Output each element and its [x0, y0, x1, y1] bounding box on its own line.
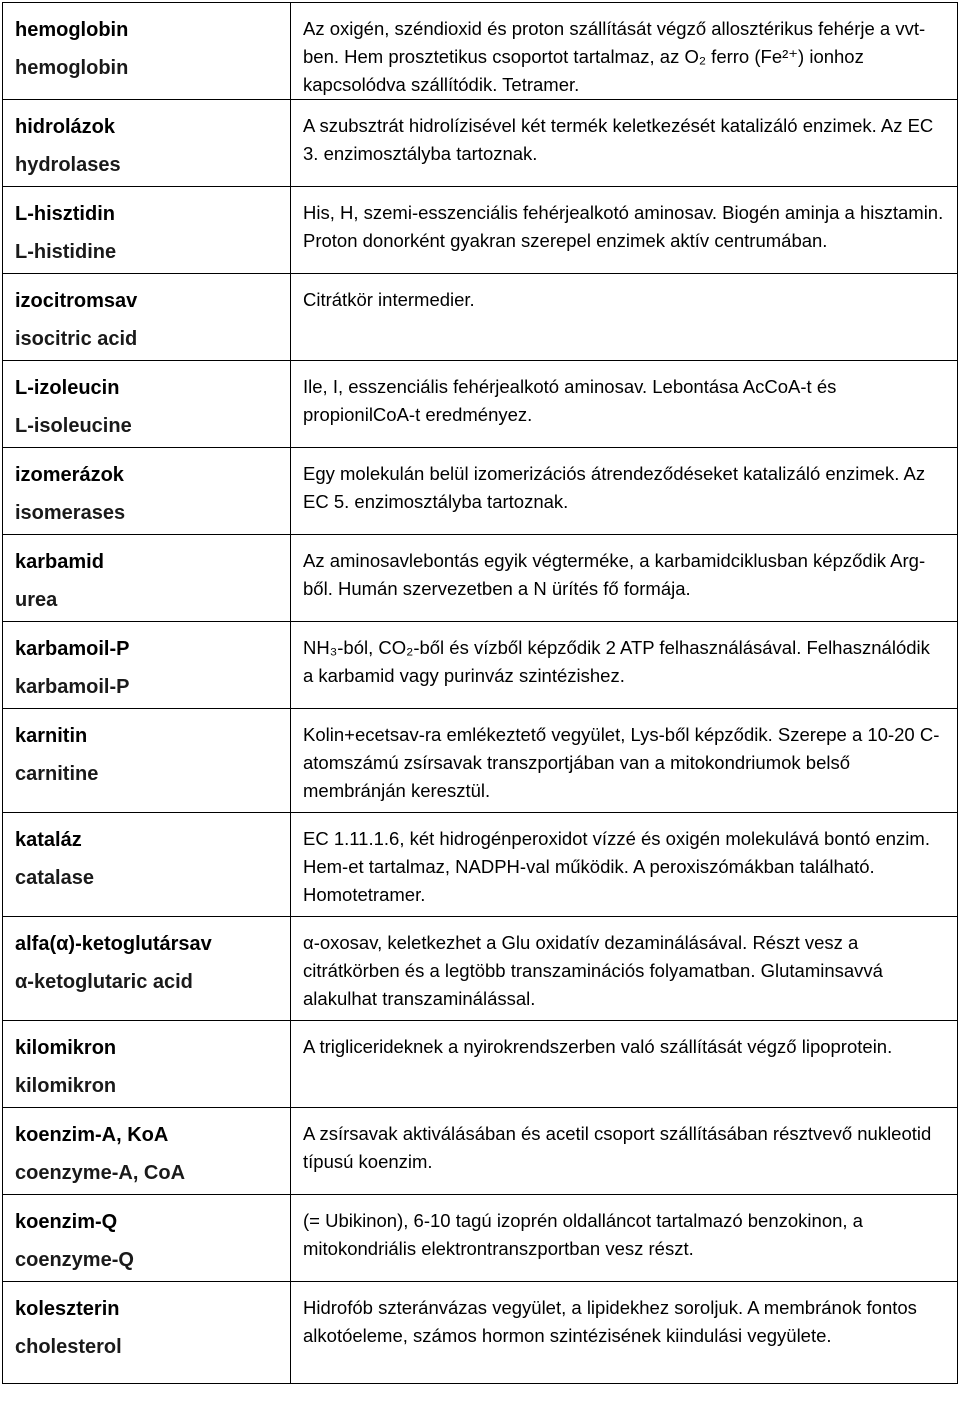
glossary-row [3, 622, 958, 709]
term-hungarian: koenzim-A, KoA [15, 1124, 169, 1146]
term-english: α-ketoglutaric acid [15, 971, 193, 993]
term-english: cholesterol [15, 1336, 122, 1358]
definition-cell [291, 3, 958, 100]
definition-cell [291, 1282, 958, 1384]
term-english: urea [15, 589, 58, 611]
term-cell [3, 622, 291, 709]
glossary-row [3, 917, 958, 1021]
definition-cell [291, 100, 958, 187]
term-english: carnitine [15, 763, 99, 785]
term-cell [3, 1021, 291, 1108]
term-hungarian: karbamoil-P [15, 638, 130, 660]
glossary-row [3, 709, 958, 813]
definition-cell [291, 535, 958, 622]
term-english: isocitric acid [15, 328, 138, 350]
term-cell [3, 100, 291, 187]
definition-text: Hidrofób szteránvázas vegyület, a lipidekhez soroljuk. A membránok fontos alkotóeleme, számos hormon szintézisének kiindulási vegyülete. [303, 1297, 917, 1346]
term-english: catalase [15, 867, 94, 889]
glossary-body [3, 3, 958, 1384]
term-cell [3, 1282, 291, 1384]
glossary-row [3, 3, 958, 100]
definition-text: A zsírsavak aktiválásában és acetil csoport szállításában résztvevő nukleotid típusú koenzim. [303, 1123, 932, 1172]
definition-cell [291, 448, 958, 535]
glossary-row [3, 813, 958, 917]
definition-cell [291, 709, 958, 813]
definition-text: (= Ubikinon), 6-10 tagú izoprén oldalláncot tartalmazó benzokinon, a mitokondriális elektrontranszportban vesz részt. [303, 1210, 863, 1259]
definition-text: α-oxosav, keletkezhet a Glu oxidatív dezaminálásával. Részt vesz a citrátkörben és a legtöbb transzaminációs folyamatban. Glutaminsavvá alakulhat transzaminálással. [303, 932, 883, 1009]
glossary-row [3, 448, 958, 535]
glossary-table [2, 2, 958, 1384]
term-cell [3, 3, 291, 100]
term-cell [3, 917, 291, 1021]
glossary-row [3, 361, 958, 448]
definition-cell [291, 274, 958, 361]
glossary-row [3, 274, 958, 361]
term-hungarian: alfa(α)-ketoglutársav [15, 933, 212, 955]
definition-text: Egy molekulán belül izomerizációs átrendeződéseket katalizáló enzimek. Az EC 5. enzimosztályba tartoznak. [303, 463, 926, 512]
term-hungarian: kataláz [15, 829, 82, 851]
term-hungarian: hidrolázok [15, 116, 116, 138]
term-cell [3, 709, 291, 813]
term-english: hemoglobin [15, 57, 129, 79]
term-hungarian: koleszterin [15, 1298, 120, 1320]
term-english: coenzyme-A, CoA [15, 1162, 186, 1184]
term-cell [3, 535, 291, 622]
glossary-row [3, 1021, 958, 1108]
definition-text: Citrátkör intermedier. [303, 289, 475, 310]
definition-text: A triglicerideknek a nyirokrendszerben való szállítását végző lipoprotein. [303, 1036, 893, 1057]
term-cell [3, 1195, 291, 1282]
term-cell [3, 448, 291, 535]
definition-text: Kolin+ecetsav-ra emlékeztető vegyület, Lys-ből képződik. Szerepe a 10-20 C-atomszámú zsírsavak transzportjában van a mitokondriumok belső membránján keresztül. [303, 724, 940, 801]
definition-text: NH₃-ból, CO₂-ből és vízből képződik 2 ATP felhasználásával. Felhasználódik a karbamid vagy purinváz szintézishez. [303, 637, 930, 686]
term-cell [3, 274, 291, 361]
term-english: hydrolases [15, 154, 121, 176]
term-hungarian: karnitin [15, 725, 88, 747]
definition-cell [291, 622, 958, 709]
term-hungarian: koenzim-Q [15, 1211, 118, 1233]
definition-cell [291, 361, 958, 448]
term-english: isomerases [15, 502, 126, 524]
definition-text: Az oxigén, széndioxid és proton szállítását végző allosztérikus fehérje a vvt-ben. Hem prosztetikus csoportot tartalmaz, az O₂ ferro (Fe²⁺) ionhoz kapcsolódva szállítódik. Tetramer. [303, 18, 926, 95]
glossary-row [3, 535, 958, 622]
glossary-row [3, 1282, 958, 1384]
term-hungarian: izocitromsav [15, 290, 138, 312]
term-cell [3, 187, 291, 274]
definition-text: His, H, szemi-esszenciális fehérjealkotó aminosav. Biogén aminja a hisztamin. Proton donorként gyakran szerepel enzimek aktív centrumában. [303, 202, 944, 251]
glossary-row [3, 1195, 958, 1282]
term-hungarian: izomerázok [15, 464, 124, 486]
term-hungarian: L-izoleucin [15, 377, 120, 399]
definition-text: A szubsztrát hidrolízisével két termék keletkezését katalizáló enzimek. Az EC 3. enzimosztályba tartoznak. [303, 115, 934, 164]
term-english: kilomikron [15, 1075, 117, 1097]
term-cell [3, 813, 291, 917]
definition-cell [291, 813, 958, 917]
term-hungarian: hemoglobin [15, 19, 129, 41]
definition-cell [291, 1021, 958, 1108]
term-english: L-histidine [15, 241, 117, 263]
term-cell [3, 1108, 291, 1195]
term-english: L-isoleucine [15, 415, 132, 437]
definition-cell [291, 1195, 958, 1282]
definition-cell [291, 917, 958, 1021]
definition-text: Ile, I, esszenciális fehérjealkotó aminosav. Lebontása AcCoA-t és propionilCoA-t eredményez. [303, 376, 837, 425]
glossary-row [3, 100, 958, 187]
term-hungarian: kilomikron [15, 1037, 117, 1059]
term-english: coenzyme-Q [15, 1249, 134, 1271]
definition-text: EC 1.11.1.6, két hidrogénperoxidot vízzé és oxigén molekulává bontó enzim. Hem-et tartalmaz, NADPH-val működik. A peroxiszómákban található. Homotetramer. [303, 828, 930, 905]
term-hungarian: L-hisztidin [15, 203, 115, 225]
definition-text: Az aminosavlebontás egyik végterméke, a karbamidciklusban képződik Arg-ből. Humán szervezetben a N ürítés fő formája. [303, 550, 926, 599]
definition-cell [291, 1108, 958, 1195]
term-hungarian: karbamid [15, 551, 104, 573]
glossary-row [3, 1108, 958, 1195]
term-cell [3, 361, 291, 448]
glossary-row [3, 187, 958, 274]
term-english: karbamoil-P [15, 676, 130, 698]
definition-cell [291, 187, 958, 274]
